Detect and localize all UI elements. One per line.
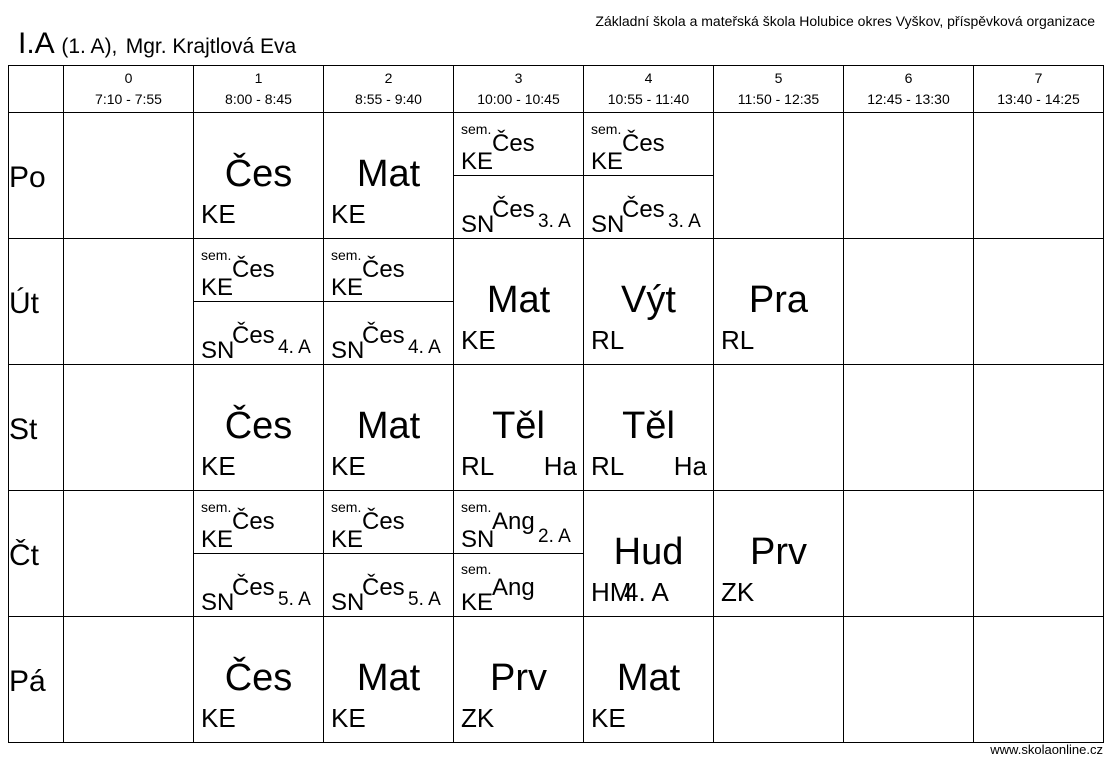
lesson-cell <box>324 491 454 617</box>
lesson-subject: Mat <box>356 657 421 699</box>
lesson-teacher: KE <box>201 703 236 733</box>
lesson-top <box>324 492 453 554</box>
lesson-bottom <box>324 554 453 615</box>
lesson-teacher: HM <box>591 577 632 607</box>
lesson <box>324 365 453 490</box>
lesson-subject: Čes <box>362 574 405 601</box>
period-time: 10:55 - 11:40 <box>607 91 690 107</box>
lesson-cell <box>454 239 584 365</box>
lesson-seminar: sem. <box>331 247 362 263</box>
lesson-teacher: RL <box>461 451 495 481</box>
period-header <box>454 66 584 113</box>
day-label <box>9 365 64 491</box>
lesson-cell <box>584 491 714 617</box>
lesson-teacher: RL <box>721 325 755 355</box>
lesson-teacher: KE <box>331 703 366 733</box>
lesson-teacher: SN <box>201 337 235 364</box>
day-label <box>9 239 64 365</box>
lesson-group: 2. A <box>538 526 571 547</box>
lesson-group: 4. A <box>624 577 669 607</box>
lesson-teacher: KE <box>201 451 236 481</box>
period-header <box>324 66 454 113</box>
lesson-subject: Čes <box>224 153 293 195</box>
lesson-cell <box>194 617 324 743</box>
empty-cell <box>64 239 194 365</box>
lesson-top <box>454 492 583 554</box>
lesson-subject: Čes <box>492 130 535 157</box>
lesson-teacher: KE <box>201 526 234 553</box>
empty-cell <box>844 113 974 239</box>
lesson <box>454 617 583 742</box>
lesson-subject: Čes <box>232 574 275 601</box>
period-time: 10:00 - 10:45 <box>477 91 560 107</box>
lesson-seminar: sem. <box>461 121 492 137</box>
empty-cell <box>64 365 194 491</box>
period-header-row <box>9 66 1104 113</box>
period-number: 0 <box>124 70 133 86</box>
empty-cell <box>974 239 1104 365</box>
day-label <box>9 113 64 239</box>
lesson <box>584 239 713 364</box>
lesson-teacher: KE <box>201 199 236 229</box>
empty-cell <box>64 491 194 617</box>
lesson <box>324 617 453 742</box>
empty-cell <box>844 365 974 491</box>
lesson-bottom <box>194 554 323 615</box>
empty-cell <box>714 113 844 239</box>
lesson-subject: Čes <box>622 196 665 223</box>
class-teacher: Mgr. Krajtlová Eva <box>125 35 297 58</box>
lesson-cell <box>194 239 324 365</box>
lesson-top <box>454 114 583 176</box>
lesson-group: 3. A <box>538 211 571 232</box>
lesson-teacher: KE <box>591 148 624 175</box>
lesson-teacher: SN <box>201 589 235 616</box>
empty-cell <box>974 365 1104 491</box>
period-time: 8:00 - 8:45 <box>225 91 292 107</box>
lesson-group: 5. A <box>278 589 311 610</box>
lesson-cell <box>194 113 324 239</box>
lesson-group: 5. A <box>408 589 441 610</box>
period-number: 3 <box>514 70 523 86</box>
timetable <box>8 65 1104 743</box>
lesson-teacher: SN <box>461 526 495 553</box>
lesson-bottom <box>454 176 583 237</box>
empty-cell <box>714 617 844 743</box>
lesson-bottom <box>454 554 583 615</box>
lesson-teacher: KE <box>461 589 494 616</box>
lesson-teacher: KE <box>331 199 366 229</box>
lesson-cell <box>584 113 714 239</box>
lesson-subject: Čes <box>362 322 405 349</box>
lesson-teacher: KE <box>591 703 626 733</box>
lesson-subject: Čes <box>232 322 275 349</box>
lesson-top <box>194 492 323 554</box>
period-time: 7:10 - 7:55 <box>95 91 162 107</box>
lesson-subject: Pra <box>748 279 809 321</box>
lesson-top <box>324 240 453 302</box>
lesson-cell <box>324 365 454 491</box>
lesson-subject: Mat <box>356 153 421 195</box>
lesson-group: 3. A <box>668 211 701 232</box>
day-row <box>9 365 1104 491</box>
day-name: Čt <box>9 538 39 572</box>
lesson-teacher: SN <box>461 211 495 238</box>
period-number: 5 <box>774 70 783 86</box>
lesson <box>194 617 323 742</box>
lesson-seminar: sem. <box>331 499 362 515</box>
lesson-subject: Prv <box>750 531 807 573</box>
lesson-teacher: KE <box>461 148 494 175</box>
lesson-subject: Čes <box>362 508 405 535</box>
lesson-top <box>194 240 323 302</box>
lesson-seminar: sem. <box>461 561 492 577</box>
lesson <box>584 491 713 616</box>
lesson-subject: Mat <box>356 405 421 447</box>
lesson <box>194 365 323 490</box>
lesson <box>714 491 843 616</box>
lesson-teacher: ZK <box>461 703 495 733</box>
lesson-cell <box>454 113 584 239</box>
day-name: Po <box>9 160 46 194</box>
lesson-subject: Ang <box>492 574 535 601</box>
lesson <box>714 239 843 364</box>
empty-cell <box>844 491 974 617</box>
lesson-subject: Prv <box>490 657 547 699</box>
day-name: Út <box>9 286 39 320</box>
lesson <box>454 365 583 490</box>
lesson-bottom <box>584 176 713 237</box>
empty-cell <box>974 113 1104 239</box>
day-row <box>9 113 1104 239</box>
lesson-cell <box>194 491 324 617</box>
corner-cell <box>9 66 64 113</box>
lesson-group: 4. A <box>278 337 311 358</box>
lesson-cell <box>454 491 584 617</box>
empty-cell <box>64 617 194 743</box>
lesson-teacher: KE <box>331 274 364 301</box>
lesson-subject: Čes <box>622 130 665 157</box>
lesson-cell <box>714 491 844 617</box>
lesson-teacher: RL <box>591 451 625 481</box>
period-time: 8:55 - 9:40 <box>355 91 422 107</box>
lesson-bottom <box>194 302 323 363</box>
lesson-subject: Čes <box>224 405 293 447</box>
empty-cell <box>974 617 1104 743</box>
lesson-subject: Čes <box>224 657 293 699</box>
lesson <box>454 239 583 364</box>
lesson-room: Ha <box>543 451 577 481</box>
lesson-cell <box>194 365 324 491</box>
school-name: Základní škola a mateřská škola Holubice okres Vyškov, příspěvková organizace <box>595 13 1095 29</box>
empty-cell <box>844 617 974 743</box>
empty-cell <box>844 239 974 365</box>
lesson-teacher: SN <box>591 211 625 238</box>
lesson-subject: Mat <box>616 657 681 699</box>
day-name: Pá <box>9 664 46 698</box>
period-number: 7 <box>1034 70 1043 86</box>
empty-cell <box>64 113 194 239</box>
lesson-teacher: KE <box>201 274 234 301</box>
period-header <box>714 66 844 113</box>
lesson-teacher: KE <box>461 325 496 355</box>
lesson-seminar: sem. <box>201 247 232 263</box>
lesson-subject: Těl <box>492 405 545 447</box>
period-time: 13:40 - 14:25 <box>997 91 1080 107</box>
lesson-subject: Těl <box>622 405 675 447</box>
lesson-seminar: sem. <box>201 499 232 515</box>
lesson-cell <box>324 113 454 239</box>
lesson-teacher: RL <box>591 325 625 355</box>
lesson <box>194 113 323 238</box>
lesson-top <box>584 114 713 176</box>
lesson-subject: Hud <box>613 531 684 573</box>
period-header <box>64 66 194 113</box>
lesson-subject: Výt <box>621 279 676 321</box>
lesson-room: Ha <box>673 451 707 481</box>
empty-cell <box>714 365 844 491</box>
lesson-cell <box>454 617 584 743</box>
lesson-cell <box>324 239 454 365</box>
lesson <box>584 365 713 490</box>
lesson-cell <box>324 617 454 743</box>
period-header <box>194 66 324 113</box>
lesson-cell <box>584 239 714 365</box>
empty-cell <box>974 491 1104 617</box>
period-header <box>844 66 974 113</box>
period-header <box>974 66 1104 113</box>
period-header <box>584 66 714 113</box>
lesson-cell <box>714 239 844 365</box>
lesson-subject: Čes <box>232 508 275 535</box>
lesson-teacher: ZK <box>721 577 755 607</box>
day-row <box>9 239 1104 365</box>
period-number: 1 <box>254 70 263 86</box>
period-number: 2 <box>384 70 393 86</box>
day-row <box>9 617 1104 743</box>
page-title <box>18 27 296 61</box>
day-name: St <box>9 412 38 446</box>
period-time: 11:50 - 12:35 <box>737 91 820 107</box>
lesson-teacher: KE <box>331 526 364 553</box>
lesson <box>324 113 453 238</box>
lesson-subject: Ang <box>492 508 535 535</box>
lesson-cell <box>584 617 714 743</box>
lesson-group: 4. A <box>408 337 441 358</box>
period-number: 6 <box>904 70 913 86</box>
lesson-subject: Čes <box>492 196 535 223</box>
lesson-subject: Mat <box>486 279 551 321</box>
lesson-seminar: sem. <box>591 121 622 137</box>
day-label <box>9 491 64 617</box>
day-row <box>9 491 1104 617</box>
period-time: 12:45 - 13:30 <box>867 91 950 107</box>
lesson-seminar: sem. <box>461 499 492 515</box>
class-name: I.A <box>18 27 54 60</box>
lesson-teacher: KE <box>331 451 366 481</box>
lesson-subject: Čes <box>232 256 275 283</box>
lesson <box>584 617 713 742</box>
lesson-cell <box>454 365 584 491</box>
day-label <box>9 617 64 743</box>
lesson-teacher: SN <box>331 337 365 364</box>
class-detail: (1. A), <box>61 35 118 58</box>
lesson-cell <box>584 365 714 491</box>
lesson-bottom <box>324 302 453 363</box>
period-number: 4 <box>644 70 653 86</box>
footer-site: www.skolaonline.cz <box>990 742 1103 757</box>
lesson-teacher: SN <box>331 589 365 616</box>
lesson-subject: Čes <box>362 256 405 283</box>
